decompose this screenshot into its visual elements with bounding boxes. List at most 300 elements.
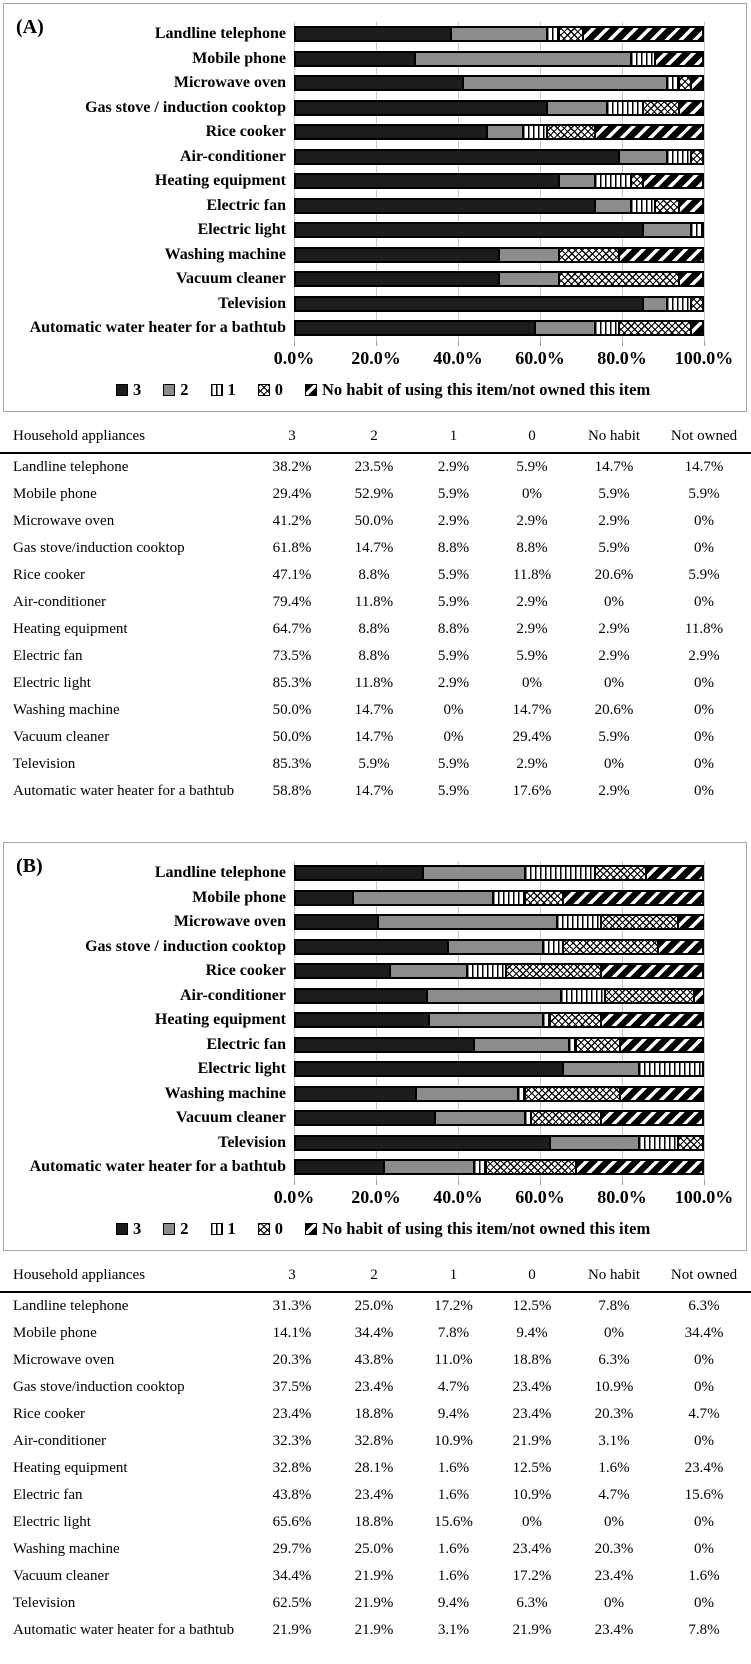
value-cell: 2.9% bbox=[516, 513, 548, 529]
table-header-cell: 1 bbox=[414, 420, 493, 453]
bar-segment-no-habit bbox=[679, 272, 703, 286]
bar-segment-3 bbox=[295, 1136, 550, 1150]
value-cell: 31.3% bbox=[272, 1298, 312, 1314]
chart-panel-a bbox=[3, 3, 747, 412]
value-cell: 4.7% bbox=[598, 1487, 630, 1503]
value-cell: 29.4% bbox=[272, 486, 312, 502]
value-cell: 8.8% bbox=[358, 621, 390, 637]
table-row bbox=[0, 616, 751, 643]
value-cell: 50.0% bbox=[272, 729, 312, 745]
value-cell: 14.7% bbox=[354, 783, 394, 799]
value-cell: 8.8% bbox=[516, 540, 548, 556]
legend-swatch-icon bbox=[211, 384, 223, 396]
legend-label: 1 bbox=[227, 1219, 236, 1238]
chart-row bbox=[4, 47, 746, 72]
legend-item bbox=[163, 1219, 188, 1239]
value-cell: 21.9% bbox=[272, 1622, 312, 1638]
stacked-bar bbox=[294, 296, 704, 312]
bar-segment-1 bbox=[543, 940, 562, 954]
appliance-name-cell: Electric fan bbox=[13, 648, 83, 664]
value-cell: 9.4% bbox=[437, 1595, 470, 1611]
bar-segment-no-habit bbox=[691, 76, 703, 90]
value-cell: 2.9% bbox=[437, 513, 470, 529]
value-cell: 18.8% bbox=[512, 1352, 552, 1368]
value-cell: 2.9% bbox=[516, 594, 548, 610]
value-cell: 0% bbox=[522, 675, 542, 691]
bar-segment-no-habit bbox=[694, 989, 704, 1003]
bar-segment-2 bbox=[550, 1136, 639, 1150]
value-cell: 18.8% bbox=[354, 1514, 394, 1530]
bar-segment-1 bbox=[631, 52, 655, 66]
bar-segment-no-habit bbox=[601, 1111, 703, 1125]
value-cell: 8.8% bbox=[358, 648, 390, 664]
chart-row bbox=[4, 71, 746, 96]
value-cell: 21.9% bbox=[354, 1622, 394, 1638]
value-cell: 10.9% bbox=[434, 1433, 473, 1449]
bar-segment-0 bbox=[601, 915, 678, 929]
appliance-name-cell: Washing machine bbox=[13, 702, 120, 718]
table-header-cell: 0 bbox=[493, 420, 571, 453]
value-cell: 10.9% bbox=[594, 1379, 634, 1395]
bar-segment-no-habit bbox=[601, 964, 703, 978]
bar-segment-2 bbox=[416, 1087, 518, 1101]
bar-segment-3 bbox=[295, 1111, 435, 1125]
appliance-name-cell: Rice cooker bbox=[13, 567, 86, 583]
stacked-bar bbox=[294, 988, 704, 1004]
value-cell: 20.3% bbox=[594, 1541, 634, 1557]
legend-swatch-icon bbox=[258, 384, 270, 396]
chart-row bbox=[4, 1131, 746, 1156]
appliance-name-cell: Landline telephone bbox=[13, 1298, 129, 1314]
bar-segment-2 bbox=[378, 915, 557, 929]
stacked-bar bbox=[294, 149, 704, 165]
appliance-name-cell: Washing machine bbox=[13, 1541, 120, 1557]
bar-segment-2 bbox=[448, 940, 543, 954]
legend-label: 0 bbox=[274, 380, 283, 399]
bar-rows bbox=[4, 22, 746, 341]
value-cell: 23.4% bbox=[354, 1379, 394, 1395]
appliance-name-cell: Vacuum cleaner bbox=[13, 1568, 110, 1584]
bar-segment-2 bbox=[463, 76, 667, 90]
value-cell: 52.9% bbox=[354, 486, 394, 502]
bar-segment-3 bbox=[295, 150, 619, 164]
value-cell: 23.4% bbox=[594, 1568, 634, 1584]
table-row bbox=[0, 453, 751, 481]
chart-row bbox=[4, 910, 746, 935]
table-header-cell: 3 bbox=[250, 420, 334, 453]
value-cell: 21.9% bbox=[354, 1568, 394, 1584]
legend-item bbox=[211, 1219, 236, 1239]
value-cell: 1.6% bbox=[437, 1568, 470, 1584]
bar-segment-1 bbox=[691, 223, 703, 237]
value-cell: 25.0% bbox=[354, 1298, 394, 1314]
value-cell: 65.6% bbox=[272, 1514, 312, 1530]
value-cell: 17.6% bbox=[512, 783, 552, 799]
table-header-cell: 1 bbox=[414, 1259, 493, 1292]
value-cell: 21.9% bbox=[354, 1595, 394, 1611]
value-cell: 0% bbox=[443, 702, 464, 718]
value-cell: 0% bbox=[522, 1514, 542, 1530]
category-label: Microwave oven bbox=[173, 913, 286, 931]
value-cell: 61.8% bbox=[272, 540, 312, 556]
value-cell: 5.9% bbox=[437, 486, 470, 502]
value-cell: 47.1% bbox=[272, 567, 312, 583]
value-cell: 34.4% bbox=[272, 1568, 312, 1584]
bar-segment-1 bbox=[667, 150, 691, 164]
legend-swatch-icon bbox=[116, 384, 128, 396]
legend-label: 2 bbox=[180, 380, 189, 399]
value-cell: 0% bbox=[522, 486, 542, 502]
category-label: Air-conditioner bbox=[179, 147, 286, 165]
value-cell: 3.1% bbox=[598, 1433, 630, 1449]
category-label: Electric light bbox=[197, 221, 286, 239]
stacked-bar bbox=[294, 124, 704, 140]
stacked-bar bbox=[294, 51, 704, 67]
stacked-bar bbox=[294, 26, 704, 42]
value-cell: 23.4% bbox=[512, 1379, 552, 1395]
bar-segment-0 bbox=[563, 940, 658, 954]
table-header-cell: 2 bbox=[334, 420, 414, 453]
value-cell: 20.6% bbox=[594, 567, 634, 583]
panel-letter-a: (A) bbox=[16, 16, 44, 38]
bar-segment-0 bbox=[506, 964, 601, 978]
chart-legend bbox=[116, 1219, 650, 1239]
value-cell: 32.3% bbox=[272, 1433, 312, 1449]
appliance-name-cell: Gas stove/induction cooktop bbox=[13, 540, 185, 556]
bar-segment-3 bbox=[295, 101, 547, 115]
stacked-bar bbox=[294, 865, 704, 881]
appliance-name-cell: Television bbox=[13, 756, 76, 772]
value-cell: 2.9% bbox=[437, 459, 470, 475]
bar-segment-2 bbox=[619, 150, 667, 164]
panel-letter-b: (B) bbox=[16, 855, 43, 877]
value-cell: 11.0% bbox=[434, 1352, 473, 1368]
stacked-bar bbox=[294, 320, 704, 336]
table-header-cell: No habit bbox=[571, 420, 657, 453]
value-cell: 0% bbox=[443, 729, 464, 745]
bar-segment-3 bbox=[295, 891, 353, 905]
bar-segment-3 bbox=[295, 27, 451, 41]
bar-segment-no-habit bbox=[595, 125, 703, 139]
bar-segment-3 bbox=[295, 321, 535, 335]
category-label: Electric fan bbox=[206, 196, 286, 214]
bar-segment-2 bbox=[384, 1160, 473, 1174]
bar-segment-1 bbox=[547, 27, 559, 41]
category-label: Rice cooker bbox=[205, 962, 286, 980]
value-cell: 23.4% bbox=[594, 1622, 634, 1638]
value-cell: 1.6% bbox=[598, 1460, 630, 1476]
value-cell: 23.4% bbox=[512, 1541, 552, 1557]
legend-swatch-icon bbox=[163, 384, 175, 396]
bar-segment-0 bbox=[679, 76, 691, 90]
value-cell: 5.9% bbox=[688, 486, 720, 502]
category-label: Heating equipment bbox=[154, 1011, 286, 1029]
bar-segment-0 bbox=[643, 101, 679, 115]
value-cell: 0% bbox=[604, 1514, 624, 1530]
bar-segment-1 bbox=[474, 1160, 487, 1174]
bar-segment-1 bbox=[639, 1062, 703, 1076]
axis-tick-label: 60.0% bbox=[515, 1187, 565, 1207]
bar-segment-0 bbox=[525, 891, 563, 905]
value-cell: 43.8% bbox=[272, 1487, 312, 1503]
bar-segment-2 bbox=[499, 248, 559, 262]
value-cell: 25.0% bbox=[354, 1541, 394, 1557]
chart-row bbox=[4, 96, 746, 121]
stacked-bar bbox=[294, 1037, 704, 1053]
table-row bbox=[0, 1590, 751, 1617]
bar-segment-1 bbox=[467, 964, 505, 978]
bar-segment-0 bbox=[595, 866, 646, 880]
legend-item bbox=[258, 1219, 283, 1239]
stacked-bar bbox=[294, 75, 704, 91]
bar-segment-2 bbox=[643, 297, 667, 311]
chart-row bbox=[4, 194, 746, 219]
legend-label: 0 bbox=[274, 1219, 283, 1238]
value-cell: 1.6% bbox=[437, 1541, 470, 1557]
value-cell: 64.7% bbox=[272, 621, 312, 637]
value-cell: 29.4% bbox=[512, 729, 552, 745]
table-row bbox=[0, 1374, 751, 1401]
bar-segment-0 bbox=[559, 27, 583, 41]
value-cell: 29.7% bbox=[272, 1541, 312, 1557]
value-cell: 38.2% bbox=[272, 459, 312, 475]
stacked-bar bbox=[294, 890, 704, 906]
axis-tick-label: 80.0% bbox=[597, 1187, 647, 1207]
value-cell: 10.9% bbox=[512, 1487, 552, 1503]
table-row bbox=[0, 535, 751, 562]
table-row bbox=[0, 1617, 751, 1644]
category-label: Landline telephone bbox=[154, 864, 286, 882]
chart-row bbox=[4, 886, 746, 911]
bar-segment-2 bbox=[643, 223, 691, 237]
table-row bbox=[0, 724, 751, 751]
bar-segment-no-habit bbox=[619, 248, 703, 262]
stacked-bar bbox=[294, 1159, 704, 1175]
bar-segment-0 bbox=[619, 321, 691, 335]
value-cell: 5.9% bbox=[598, 486, 630, 502]
table-header-cell: Household appliances bbox=[0, 420, 250, 453]
stacked-bar bbox=[294, 1012, 704, 1028]
chart-row bbox=[4, 316, 746, 341]
axis-tick-label: 20.0% bbox=[351, 1187, 401, 1207]
axis-tick-label: 0.0% bbox=[273, 348, 315, 368]
value-cell: 0% bbox=[604, 1325, 624, 1341]
table-row bbox=[0, 643, 751, 670]
value-cell: 5.9% bbox=[437, 648, 470, 664]
value-cell: 2.9% bbox=[598, 648, 630, 664]
chart-row bbox=[4, 1155, 746, 1180]
legend-item bbox=[305, 1219, 650, 1239]
value-cell: 85.3% bbox=[272, 756, 312, 772]
table-row bbox=[0, 1482, 751, 1509]
bar-segment-3 bbox=[295, 1087, 416, 1101]
category-label: Vacuum cleaner bbox=[175, 270, 286, 288]
legend-label: 3 bbox=[133, 380, 142, 399]
x-axis-labels bbox=[273, 1187, 734, 1211]
value-cell: 2.9% bbox=[598, 621, 630, 637]
bar-segment-3 bbox=[295, 915, 378, 929]
value-cell: 9.4% bbox=[516, 1325, 548, 1341]
value-cell: 17.2% bbox=[512, 1568, 552, 1584]
category-label: Air-conditioner bbox=[179, 986, 286, 1004]
bar-segment-0 bbox=[525, 1087, 620, 1101]
value-cell: 0% bbox=[694, 675, 714, 691]
value-cell: 6.3% bbox=[598, 1352, 630, 1368]
stacked-bar bbox=[294, 173, 704, 189]
value-cell: 21.9% bbox=[512, 1622, 552, 1638]
category-label: Gas stove / induction cooktop bbox=[85, 937, 286, 955]
value-cell: 2.9% bbox=[598, 513, 630, 529]
appliance-name-cell: Rice cooker bbox=[13, 1406, 86, 1422]
table-header-cell: 3 bbox=[250, 1259, 334, 1292]
bar-segment-0 bbox=[547, 125, 595, 139]
axis-tick-label: 80.0% bbox=[597, 348, 647, 368]
chart-row bbox=[4, 1057, 746, 1082]
appliance-name-cell: Electric light bbox=[13, 1514, 91, 1530]
bar-segment-3 bbox=[295, 940, 448, 954]
category-label: Electric light bbox=[197, 1060, 286, 1078]
stacked-bar bbox=[294, 1086, 704, 1102]
stacked-bar bbox=[294, 247, 704, 263]
category-label: Landline telephone bbox=[154, 25, 286, 43]
value-cell: 0% bbox=[694, 756, 714, 772]
value-cell: 0% bbox=[694, 702, 714, 718]
value-cell: 5.9% bbox=[516, 648, 548, 664]
value-cell: 0% bbox=[694, 1514, 714, 1530]
bar-segment-no-habit bbox=[679, 199, 703, 213]
stacked-bar bbox=[294, 100, 704, 116]
value-cell: 2.9% bbox=[598, 783, 630, 799]
value-cell: 0% bbox=[694, 1379, 714, 1395]
bar-segment-3 bbox=[295, 1160, 384, 1174]
value-cell: 5.9% bbox=[437, 783, 470, 799]
legend-swatch-icon bbox=[305, 384, 317, 396]
value-cell: 23.4% bbox=[512, 1406, 552, 1422]
value-cell: 0% bbox=[694, 1595, 714, 1611]
value-cell: 14.7% bbox=[354, 540, 394, 556]
value-cell: 32.8% bbox=[272, 1460, 312, 1476]
legend-item bbox=[116, 1219, 141, 1239]
bar-segment-3 bbox=[295, 125, 487, 139]
bar-segment-0 bbox=[655, 199, 679, 213]
category-label: Heating equipment bbox=[154, 172, 286, 190]
value-cell: 5.9% bbox=[688, 567, 720, 583]
bar-segment-0 bbox=[678, 1136, 704, 1150]
value-cell: 2.9% bbox=[516, 756, 548, 772]
bar-segment-1 bbox=[525, 866, 595, 880]
category-label: Microwave oven bbox=[173, 74, 286, 92]
bar-segment-0 bbox=[486, 1160, 575, 1174]
table-row bbox=[0, 589, 751, 616]
bar-segment-no-habit bbox=[643, 174, 703, 188]
table-row bbox=[0, 1428, 751, 1455]
table-row bbox=[0, 751, 751, 778]
value-cell: 14.7% bbox=[512, 702, 552, 718]
category-label: Washing machine bbox=[164, 1084, 286, 1102]
table-row bbox=[0, 1320, 751, 1347]
chart-row bbox=[4, 243, 746, 268]
table-row bbox=[0, 562, 751, 589]
category-label: Mobile phone bbox=[192, 888, 286, 906]
table-row bbox=[0, 1536, 751, 1563]
value-cell: 9.4% bbox=[437, 1406, 470, 1422]
category-label: Electric fan bbox=[206, 1035, 286, 1053]
value-cell: 4.7% bbox=[437, 1379, 470, 1395]
value-cell: 2.9% bbox=[688, 648, 720, 664]
value-cell: 11.8% bbox=[684, 621, 724, 637]
appliance-name-cell: Landline telephone bbox=[13, 459, 129, 475]
axis-tick-label: 0.0% bbox=[273, 1187, 315, 1207]
value-cell: 23.5% bbox=[354, 459, 394, 475]
value-cell: 85.3% bbox=[272, 675, 312, 691]
table-row bbox=[0, 508, 751, 535]
axis-tick-label: 60.0% bbox=[515, 348, 565, 368]
value-cell: 5.9% bbox=[437, 594, 470, 610]
value-cell: 1.6% bbox=[437, 1460, 470, 1476]
legend-label: No habit of using this item/not owned this item bbox=[322, 380, 651, 399]
bar-segment-1 bbox=[561, 989, 605, 1003]
value-cell: 34.4% bbox=[684, 1325, 724, 1341]
bar-segment-2 bbox=[415, 52, 631, 66]
appliance-name-cell: Electric light bbox=[13, 675, 91, 691]
value-cell: 20.6% bbox=[594, 702, 634, 718]
table-header-cell: Household appliances bbox=[0, 1259, 250, 1292]
bar-segment-1 bbox=[667, 297, 691, 311]
legend-item bbox=[163, 380, 188, 400]
value-cell: 12.5% bbox=[512, 1460, 552, 1476]
bar-segment-2 bbox=[559, 174, 595, 188]
bar-segment-1 bbox=[631, 199, 655, 213]
value-cell: 7.8% bbox=[688, 1622, 720, 1638]
appliance-name-cell: Heating equipment bbox=[13, 1460, 128, 1476]
category-label: Washing machine bbox=[164, 245, 286, 263]
value-cell: 0% bbox=[604, 1595, 624, 1611]
bar-segment-no-habit bbox=[563, 891, 703, 905]
chart-row bbox=[4, 935, 746, 960]
value-cell: 73.5% bbox=[272, 648, 312, 664]
value-cell: 62.5% bbox=[272, 1595, 312, 1611]
bar-segment-1 bbox=[639, 1136, 677, 1150]
stacked-bar bbox=[294, 1061, 704, 1077]
value-cell: 5.9% bbox=[598, 729, 630, 745]
stacked-bar bbox=[294, 1110, 704, 1126]
value-cell: 8.8% bbox=[437, 621, 470, 637]
value-cell: 14.7% bbox=[354, 702, 394, 718]
legend-label: 2 bbox=[180, 1219, 189, 1238]
chart-row bbox=[4, 169, 746, 194]
axis-tick-label: 20.0% bbox=[351, 348, 401, 368]
table-header-row bbox=[0, 1259, 751, 1292]
bar-segment-2 bbox=[451, 27, 547, 41]
appliance-name-cell: Air-conditioner bbox=[13, 594, 107, 610]
axis-tick-label: 40.0% bbox=[433, 1187, 483, 1207]
stacked-bar bbox=[294, 914, 704, 930]
bar-segment-2 bbox=[423, 866, 525, 880]
chart-row bbox=[4, 1008, 746, 1033]
table-header-row bbox=[0, 420, 751, 453]
appliance-name-cell: Gas stove/induction cooktop bbox=[13, 1379, 185, 1395]
stacked-bar bbox=[294, 939, 704, 955]
chart-row bbox=[4, 145, 746, 170]
value-cell: 5.9% bbox=[358, 756, 390, 772]
stacked-bar bbox=[294, 198, 704, 214]
bar-segment-no-habit bbox=[691, 321, 703, 335]
value-cell: 4.7% bbox=[688, 1406, 720, 1422]
legend-label: No habit of using this item/not owned this item bbox=[322, 1219, 651, 1238]
bar-segment-2 bbox=[390, 964, 467, 978]
bar-segment-2 bbox=[499, 272, 559, 286]
bar-segment-0 bbox=[691, 297, 703, 311]
